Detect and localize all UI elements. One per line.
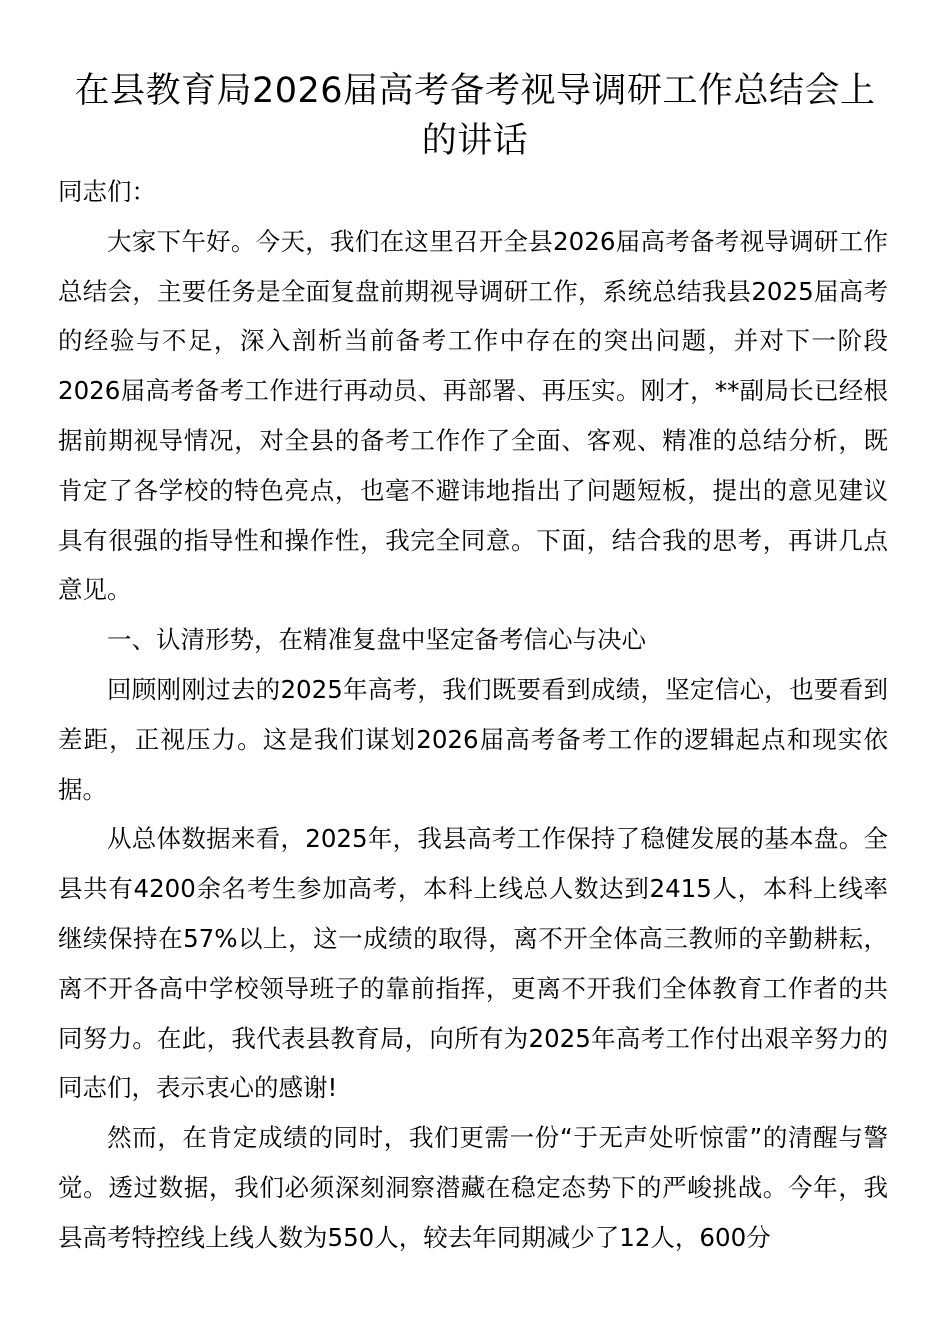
body-paragraph: 从总体数据来看，2025年，我县高考工作保持了稳健发展的基本盘。全县共有4200余名考生参加高考，本科上线总人数达到2415人，本科上线率继续保持在57%以上，这一成绩的取得，离不开全体高三教师的辛勤耕耘，离不开各高中学校领导班子的靠前指挥，更离不开我们全体教育工作者的共同努力。在此，我代表县教育局，向所有为2025年高考工作付出艰辛努力的同志们，表示衷心的感谢! xyxy=(58,824,888,1103)
section-heading: 一、认清形势，在精准复盘中坚定备考信心与决心 xyxy=(107,625,646,655)
document-title: 在县教育局2026届高考备考视导调研工作总结会上的讲话 xyxy=(74,71,876,161)
body-paragraph: 然而，在肯定成绩的同时，我们更需一份“于无声处听惊雷”的清醒与警觉。透过数据，我们必须深刻洞察潜藏在稳定态势下的严峻挑战。今年，我县高考特控线上线人数为550人，较去年同期减少了12人，600分 xyxy=(58,1123,888,1252)
opening-paragraph: 大家下午好。今天，我们在这里召开全县2026届高考备考视导调研工作总结会，主要任务是全面复盘前期视导调研工作，系统总结我县2025届高考的经验与不足，深入剖析当前备考工作中存在的突出问题，并对下一阶段2026届高考备考工作进行再动员、再部署、再压实。刚才，**副局长已经根据前期视导情况，对全县的备考工作作了全面、客观、精准的总结分析，既肯定了各学校的特色亮点，也毫不避讳地指出了问题短板，提出的意见建议具有很强的指导性和操作性，我完全同意。下面，结合我的思考，再讲几点意见。 xyxy=(58,226,888,605)
document-body xyxy=(58,167,888,1263)
salutation: 同志们： xyxy=(58,177,156,206)
body-paragraph: 回顾刚刚过去的2025年高考，我们既要看到成绩，坚定信心，也要看到差距，正视压力。这是我们谋划2026届高考备考工作的逻辑起点和现实依据。 xyxy=(58,674,888,804)
